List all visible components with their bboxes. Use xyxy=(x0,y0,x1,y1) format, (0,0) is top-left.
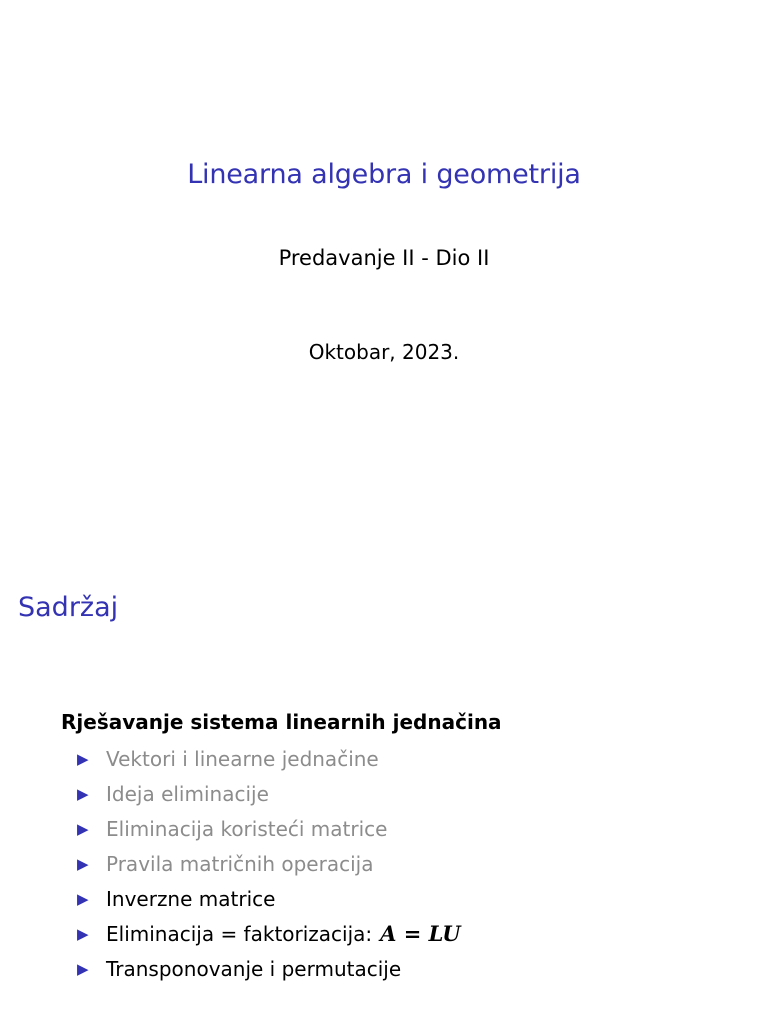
triangle-right-icon: ▶ xyxy=(77,889,89,908)
math-formula: A = LU xyxy=(380,921,461,946)
toc-item xyxy=(77,811,461,846)
triangle-right-icon: ▶ xyxy=(77,854,89,873)
toc-item-label: Eliminacija koristeći matrice xyxy=(106,816,388,841)
toc-item-label: Ideja eliminacije xyxy=(106,781,269,806)
toc-item xyxy=(77,741,461,776)
section-heading: Rješavanje sistema linearnih jednačina xyxy=(61,710,502,734)
triangle-right-icon: ▶ xyxy=(77,924,89,943)
contents-slide xyxy=(0,512,768,1024)
toc-item xyxy=(77,846,461,881)
toc-item-label: Transponovanje i permutacije xyxy=(106,956,402,981)
toc-list xyxy=(77,741,461,986)
triangle-right-icon: ▶ xyxy=(77,819,89,838)
toc-item-label: Inverzne matrice xyxy=(106,886,276,911)
triangle-right-icon: ▶ xyxy=(77,784,89,803)
triangle-right-icon: ▶ xyxy=(77,959,89,978)
triangle-right-icon: ▶ xyxy=(77,749,89,768)
toc-item xyxy=(77,881,461,916)
toc-item-label: Vektori i linearne jednačine xyxy=(106,746,379,771)
toc-item xyxy=(77,916,461,951)
toc-item xyxy=(77,776,461,811)
frame-title: Sadržaj xyxy=(18,592,119,623)
toc-item-label: Eliminacija = faktorizacija: xyxy=(106,921,373,946)
presentation-title: Linearna algebra i geometrija xyxy=(187,159,581,190)
toc-item xyxy=(77,951,461,986)
lecture-date: Oktobar, 2023. xyxy=(308,340,460,364)
toc-item-label: Pravila matričnih operacija xyxy=(106,851,374,876)
lecture-subtitle: Predavanje II - Dio II xyxy=(278,246,490,270)
